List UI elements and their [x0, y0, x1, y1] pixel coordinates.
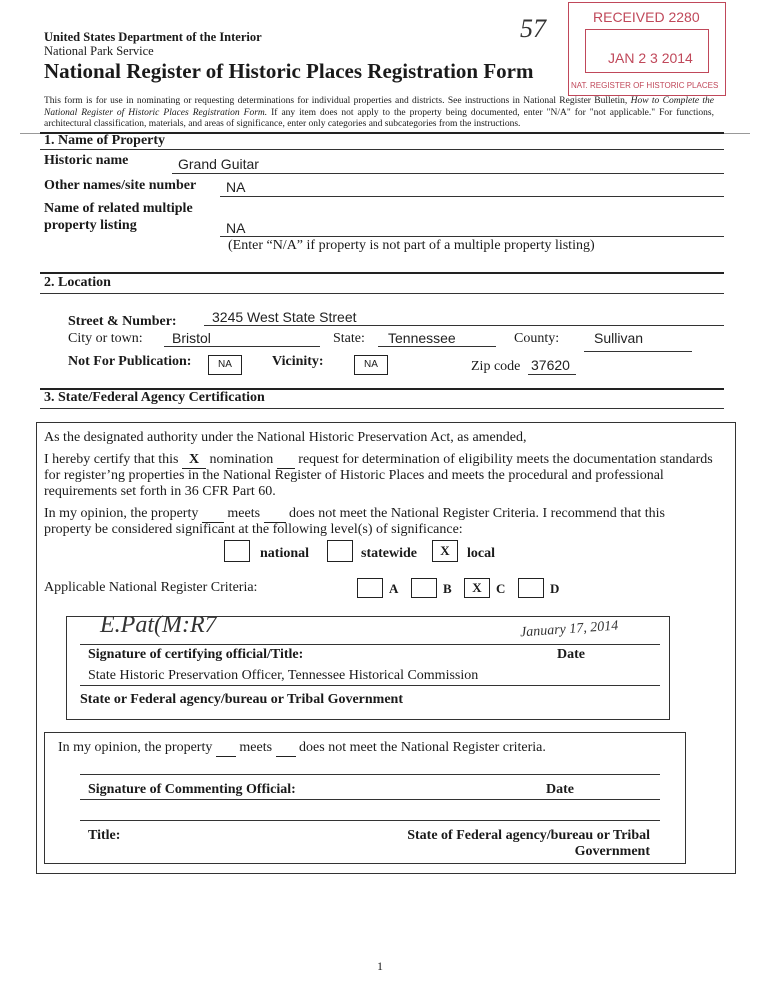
state-value[interactable]: Tennessee [388, 330, 456, 346]
opinion-notmeet-mark[interactable] [264, 506, 286, 523]
comment-opinion [58, 740, 546, 757]
certify-part-b: nomination [209, 452, 274, 467]
signature-label: Signature of certifying official/Title: [88, 647, 304, 662]
criteria-c-label: C [496, 581, 506, 596]
certify-line-2: for register’ng properties in the National Register of Historic Places and meets the procedural and professional [44, 468, 664, 483]
stamp-register: NAT. REGISTER OF HISTORIC PLACES [571, 81, 719, 90]
stamp-date-box [585, 29, 709, 73]
related-listing-label-1: Name of related multiple [44, 201, 193, 216]
agency-label: State or Federal agency/bureau or Tribal Government [80, 692, 404, 707]
vicinity-label: Vicinity: [272, 354, 324, 369]
opinion-line-2: property be considered significant at the following level(s) of significance: [44, 522, 463, 537]
street-label: Street & Number: [68, 314, 177, 329]
county-label: County: [514, 331, 560, 346]
criteria-d-label: D [550, 581, 560, 596]
criteria-a-checkbox[interactable] [357, 578, 383, 598]
comment-meets-mark[interactable] [216, 740, 236, 757]
authority-text: As the designated authority under the National Historic Preservation Act, as amended, [44, 430, 527, 445]
section1-heading: 1. Name of Property [44, 133, 166, 148]
county-value[interactable]: Sullivan [594, 330, 644, 346]
commenting-signature-label: Signature of Commenting Official: [88, 782, 296, 797]
criteria-d-checkbox[interactable] [518, 578, 544, 598]
fed-agency-line-1: State of Federal agency/bureau or Tribal [407, 828, 650, 843]
certify-line-1 [44, 452, 713, 469]
form-title: National Register of Historic Places Registration Form [44, 59, 534, 83]
historic-name-label: Historic name [44, 153, 129, 168]
instructions-text [44, 96, 714, 131]
criteria-b-label: B [443, 581, 452, 596]
signature-scribble: E.Pat(M:R7 [100, 612, 217, 638]
state-label: State: [333, 331, 365, 346]
certify-part-c: request for determination of eligibility meets the documentation standards [298, 452, 713, 467]
signature-date-label: Date [557, 647, 585, 662]
other-names-label: Other names/site number [44, 178, 197, 193]
comment-part-c: does not meet the National Register criteria. [299, 740, 546, 755]
comment-part-a: In my opinion, the property [58, 740, 213, 755]
section2-heading: 2. Location [44, 275, 111, 290]
instructions-part2: If any item does not apply to the property being documented, enter "N/A" for "not applicable." For functions, architectural classification, materials, and areas of significance, enter only categories and subcategories from the instructions. [44, 107, 714, 129]
historic-name-value[interactable]: Grand Guitar [178, 156, 259, 172]
related-listing-note: (Enter “N/A” if property is not part of a multiple property listing) [228, 238, 595, 253]
received-stamp [568, 2, 726, 96]
stamp-date: JAN 2 3 2014 [608, 50, 693, 66]
certify-part-a: I hereby certify that this [44, 452, 179, 467]
instructions-part1: This form is for use in nominating or requesting determinations for individual properties and districts. See instructions in National Register Bulletin, [44, 96, 628, 106]
criteria-c-checkbox[interactable]: X [464, 578, 490, 598]
opinion-part-a: In my opinion, the property [44, 506, 199, 521]
opinion-part-b: meets [227, 506, 261, 521]
zip-label: Zip code [471, 359, 521, 374]
vicinity-box[interactable]: NA [354, 355, 388, 375]
level-local-label: local [467, 546, 495, 561]
level-national-checkbox[interactable] [224, 540, 250, 562]
handwritten-number: 57 [520, 14, 546, 43]
city-value[interactable]: Bristol [172, 330, 211, 346]
related-listing-value[interactable]: NA [226, 220, 246, 236]
opinion-line-1 [44, 506, 665, 523]
zip-value[interactable]: 37620 [531, 357, 570, 373]
city-label: City or town: [68, 331, 143, 346]
other-names-value[interactable]: NA [226, 179, 246, 195]
comment-notmeet-mark[interactable] [276, 740, 296, 757]
section3-heading: 3. State/Federal Agency Certification [44, 390, 265, 405]
criteria-b-checkbox[interactable] [411, 578, 437, 598]
official-title: State Historic Preservation Officer, Tennessee Historical Commission [88, 668, 479, 683]
level-national-label: national [260, 546, 310, 561]
fed-agency-line-2: Government [574, 844, 650, 859]
criteria-label: Applicable National Register Criteria: [44, 580, 258, 595]
criteria-a-label: A [389, 581, 399, 596]
related-listing-label-2: property listing [44, 218, 137, 233]
comment-part-b: meets [239, 740, 273, 755]
instructions-italic: How to Complete the National Register of Historic Places Registration Form. [44, 96, 714, 118]
level-local-checkbox[interactable]: X [432, 540, 458, 562]
date-scribble: January 17, 2014 [519, 618, 619, 641]
street-value[interactable]: 3245 West State Street [212, 309, 357, 325]
level-statewide-checkbox[interactable] [327, 540, 353, 562]
service-name: National Park Service [44, 44, 154, 58]
stamp-received: RECEIVED 2280 [593, 9, 700, 25]
page-number: 1 [377, 959, 383, 973]
opinion-meets-mark[interactable] [202, 506, 224, 523]
agency-name: United States Department of the Interior [44, 30, 262, 44]
request-mark[interactable] [277, 452, 295, 469]
nfp-label: Not For Publication: [68, 354, 192, 369]
nfp-box[interactable]: NA [208, 355, 242, 375]
nomination-mark[interactable]: X [182, 452, 206, 469]
title-label: Title: [88, 828, 121, 843]
opinion-part-c: does not meet the National Register Criteria. I recommend that this [289, 506, 665, 521]
certify-line-3: requirements set forth in 36 CFR Part 60. [44, 484, 276, 499]
commenting-date-label: Date [546, 782, 574, 797]
level-statewide-label: statewide [361, 546, 417, 561]
